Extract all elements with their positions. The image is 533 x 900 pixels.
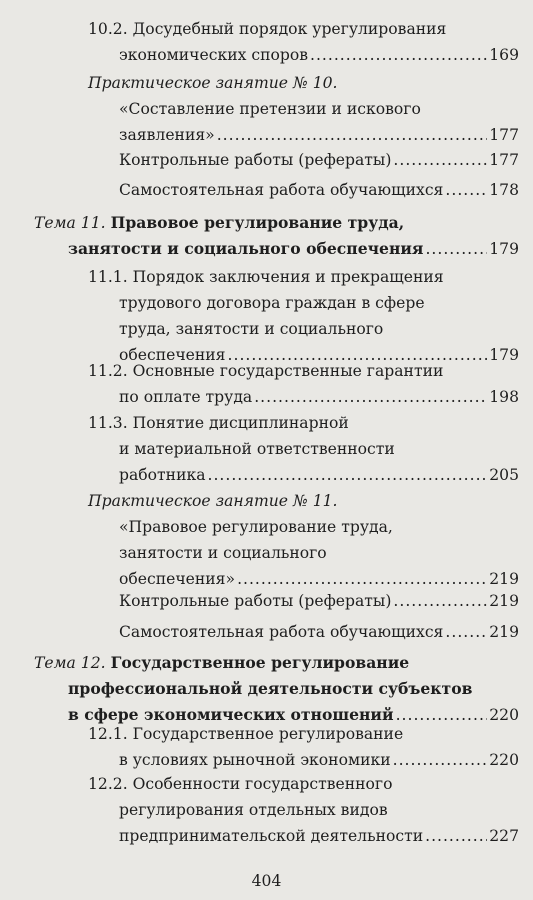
dot-leader [393,747,488,773]
topic-title-line: занятости и социального обеспечения [68,239,424,258]
entry-title-line: и материальной ответственности [119,440,395,458]
page-ref: 169 [489,46,519,64]
entry-title-line: 10.2. Досудебный порядок урегулирования [88,20,447,38]
dot-leader [425,823,487,849]
dot-leader [254,384,487,410]
toc-topic-12 [34,650,519,728]
page-ref: 219 [489,592,519,610]
entry-title-line: экономических споров [119,46,308,64]
entry-title-line: регулирования отдельных видов [119,801,388,819]
page-ref: 219 [489,623,519,641]
entry-title-line: в условиях рыночной экономики [119,751,391,769]
entry-title-line: 11.2. Основные государственные гарантии [88,362,444,380]
toc-entry-practice-11 [88,488,519,592]
topic-title-line: профессиональной деятельности субъектов [68,679,473,698]
toc-entry-self-11 [119,619,519,645]
dot-leader [217,122,488,148]
entry-title-line: обеспечения [119,346,226,364]
entry-title-line: работника [119,466,206,484]
toc-entry-self-10 [119,177,519,203]
page-ref: 179 [489,240,519,258]
entry-title-line: 11.3. Понятие дисциплинарной [88,414,349,432]
page-ref: 205 [489,466,519,484]
practice-heading: Практическое занятие № 10. [88,74,338,92]
toc-entry-11-3 [88,410,519,488]
page-ref: 177 [489,151,519,169]
page-ref: 219 [489,570,519,588]
toc-entry-12-1 [88,721,519,773]
dot-leader [445,619,487,645]
entry-title-line: 12.1. Государственное регулирование [88,725,404,743]
entry-title-line: Контрольные работы (рефераты) [119,151,392,169]
topic-title-line: в сфере экономических отношений [68,705,394,724]
dot-leader [208,462,488,488]
page-ref: 227 [489,827,519,845]
entry-title-line: Самостоятельная работа обучающихся [119,181,444,199]
toc-entry-practice-10 [88,70,519,148]
page-ref: 198 [489,388,519,406]
dot-leader [425,236,487,262]
entry-title-line: трудового договора граждан в сфере [119,294,425,312]
toc-entry-12-2 [88,771,519,849]
entry-title-line: 11.1. Порядок заключения и прекращения [88,268,444,286]
toc-entry-10-2 [88,16,519,68]
entry-title-line: Контрольные работы (рефераты) [119,592,392,610]
toc-entry-11-1 [88,264,519,368]
dot-leader [393,588,487,614]
page-ref: 177 [489,126,519,144]
entry-title-line: обеспечения» [119,570,236,588]
entry-title-line: занятости и социального [119,544,327,562]
topic-title-line: Государственное регулирование [110,653,410,672]
page-ref: 178 [489,181,519,199]
entry-title-line: труда, занятости и социального [119,320,384,338]
dot-leader [445,177,487,203]
toc-topic-11 [34,210,519,262]
dot-leader [393,147,487,173]
entry-title-line: «Правовое регулирование труда, [119,518,393,536]
topic-prefix: Тема 12. [34,654,106,672]
entry-title-line: Самостоятельная работа обучающихся [119,623,444,641]
entry-title-line: предпринимательской деятельности [119,827,424,845]
entry-title-line: заявления» [119,126,215,144]
dot-leader [310,42,487,68]
practice-heading: Практическое занятие № 11. [88,492,338,510]
topic-title-line: Правовое регулирование труда, [110,213,405,232]
toc-entry-11-2 [88,358,519,410]
page-ref: 179 [489,346,519,364]
entry-title-line: «Составление претензии и искового [119,100,421,118]
page-ref: 220 [489,751,519,769]
toc-entry-control-10 [119,147,519,173]
toc-entry-control-11 [119,588,519,614]
topic-prefix: Тема 11. [34,214,106,232]
page-ref: 220 [489,706,519,724]
page-number: 404 [251,872,282,890]
entry-title-line: 12.2. Особенности государственного [88,775,393,793]
entry-title-line: по оплате труда [119,388,253,406]
